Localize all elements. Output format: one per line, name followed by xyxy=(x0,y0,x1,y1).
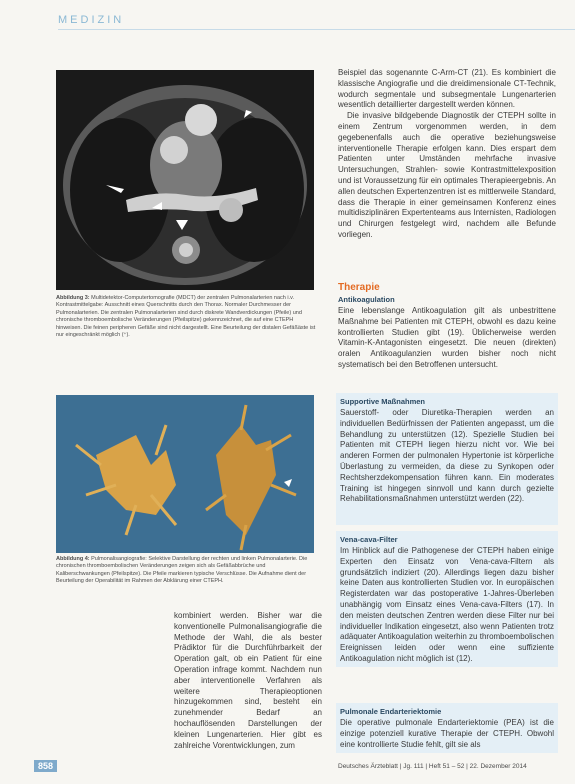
supportive-heading: Supportive Maßnahmen xyxy=(340,397,426,406)
section-header: MEDIZIN xyxy=(58,14,125,26)
vena-cava-box xyxy=(336,531,558,667)
figure-3-text: Multidetektor-Computertomografie (MDCT) der zentralen Pulmonalarterien nach i.v. Kontrastmittelgabe: Ausschnitt eines Querschnitts durch den Thorax. Normaler Durchmesser der Pulmonalarterien. Die zentralen Pulmonalarterien sind durch diskrete Wandverdickungen (Pfeile) und chronische thromboembolische Veränderungen (Pfeilspitze) gekennzeichnet, die auf eine CTEPH hinweisen. Die feinen peripheren Gefäße sind nicht dargestellt. Eine Beurteilung der distalen Gefäßäste ist nur eingeschränkt möglich (⁺). xyxy=(56,295,316,339)
vena-cava-text: Im Hinblick auf die Pathogenese der CTEPH haben einige Experten den Einsatz von Vena-cava-Filtern als grundsätzlich indiziert (20). Allerdings liegen dazu bisher keine Daten aus kontrollierten Studien vor. In europäischen Registerdaten war das postoperative 1-Jahres-Überleben unabhängig vom Einsatz eines Vena-cava-Filters (17). In den meisten deutschen Zentren werden diese Filter nur bei individueller Indikation eingesetzt, also wenn Patienten trotz adäquater Antikoagulation weiterhin zu thromboembolischen Ereignissen leiden oder wenn eine suffiziente Antikoagulation nicht möglich ist (12). xyxy=(340,546,554,663)
supportive-box xyxy=(336,393,558,525)
ct-image xyxy=(56,70,314,290)
left-paragraph: kombiniert werden. Bisher war die konventionelle Pulmonalisangiografie die Methode der Wahl, die als bester Prädiktor für die Durchführbarkeit der Operation galt, ob ein Patient für eine Operation infrage kommt. Nachdem nun aber interventionelle Verfahren als weitere Therapieoptionen hinzugekommen sind, besteht ein zunehmender Bedarf an hochauflösenden Darstellungen der kleinen Lungenarterien. Hier gibt es zahlreiche Vorentwicklungen, zum xyxy=(174,611,322,750)
journal-footer: Deutsches Ärzteblatt | Jg. 111 | Heft 51 – 52 | 22. Dezember 2014 xyxy=(338,763,527,770)
page-number: 858 xyxy=(34,760,57,772)
endarterektomie-heading: Pulmonale Endarteriektomie xyxy=(340,707,442,716)
endarterektomie-text: Die operative pulmonale Endarteriektomie (PEA) ist die einzige potenziell kurative Therapie der CTEPH. Obwohl eine kontrollierte Studie fehlt, gilt sie als xyxy=(340,718,554,749)
right-column-top xyxy=(338,68,556,241)
right-paragraph-1: Beispiel das sogenannte C-Arm-CT (21). Es kombiniert die klassische Angiografie und die dreidimensionale CT-Technik, wodurch segmentale und subsegmentale Lungenarterien wesentlich detaillierter dargestellt werden können. xyxy=(338,68,556,110)
angiography-image xyxy=(56,395,314,553)
antikoagulation-section xyxy=(338,295,556,371)
figure-3-caption xyxy=(56,295,320,339)
figure-3-label: Abbildung 3: xyxy=(56,295,90,301)
vena-cava-heading: Vena-cava-Filter xyxy=(340,535,398,544)
figure-4-caption xyxy=(56,556,320,586)
antikoagulation-heading: Antikoagulation xyxy=(338,295,395,304)
figure-4-label: Abbildung 4: xyxy=(56,556,90,562)
antikoagulation-text: Eine lebenslange Antikoagulation gilt als unbestrittene Maßnahme bei Patienten mit CTEPH, obwohl es dazu keine kontrollierten Studien gibt (19). Üblicherweise werden Vitamin-K-Antagonisten eingesetzt. Die neuen (direkten) oralen Antikoagulanzien wurden bisher noch nicht systematisch bei den Betroffenen untersucht. xyxy=(338,306,556,369)
therapie-title: Therapie xyxy=(338,282,380,293)
right-paragraph-2: Die invasive bildgebende Diagnostik der CTEPH sollte in einem Zentrum vorgenommen werden, in dem gegebenenfalls auch die operative beziehungsweise interventionelle Therapie erfolgen kann. Dies erspart dem Patienten unter Umständen mehrfache invasive Untersuchungen, Strahlen- sowie Kontrastmittelexposition und ist Voraussetzung für ein optimales Therapieergebnis. An allen deutschen Expertenzentren ist es mittlerweile Standard, dass die Therapie in einer gemeinsamen Konferenz eines multidisziplinären Expertenteams aus Internisten, Radiologen und Chirurgen festgelegt wird, nachdem alle Befunde vorliegen. xyxy=(338,111,556,239)
supportive-text: Sauerstoff- oder Diuretika-Therapien werden an individuellen Bedürfnissen der Patienten angepasst, um die Behandlung zu unterstützen (12). Spezielle Studien bei Patienten mit CTEPH liegen hierzu nicht vor. Wie bei anderen Formen der pulmonalen Hypertonie ist körperliche Überlastung zu vermeiden, da diese zu Synkopen oder Rechtsherzdekompensation führen kann. Ein moderates Training ist hingegen sinnvoll und kann durch gezielte Rehabilitationsmaßnahmen unterstützt werden (22). xyxy=(340,408,554,504)
endarterektomie-box xyxy=(336,703,558,753)
left-column-text xyxy=(174,611,322,751)
header-rule xyxy=(58,29,575,30)
figure-4-text: Pulmonalisangiografie: Selektive Darstellung der rechten und linken Pulmonalarterie. Die chronischen thromboembolischen Veränderungen zeigen sich als Gefäßabbrüche und Kaliberschwankungen (Pfeilspitze). Die Pfeile markieren typische Verschlüsse. Die Aufnahme dient der Beurteilung der Operabilität im Rahmen der Abklärung einer CTEPH. xyxy=(56,556,308,585)
